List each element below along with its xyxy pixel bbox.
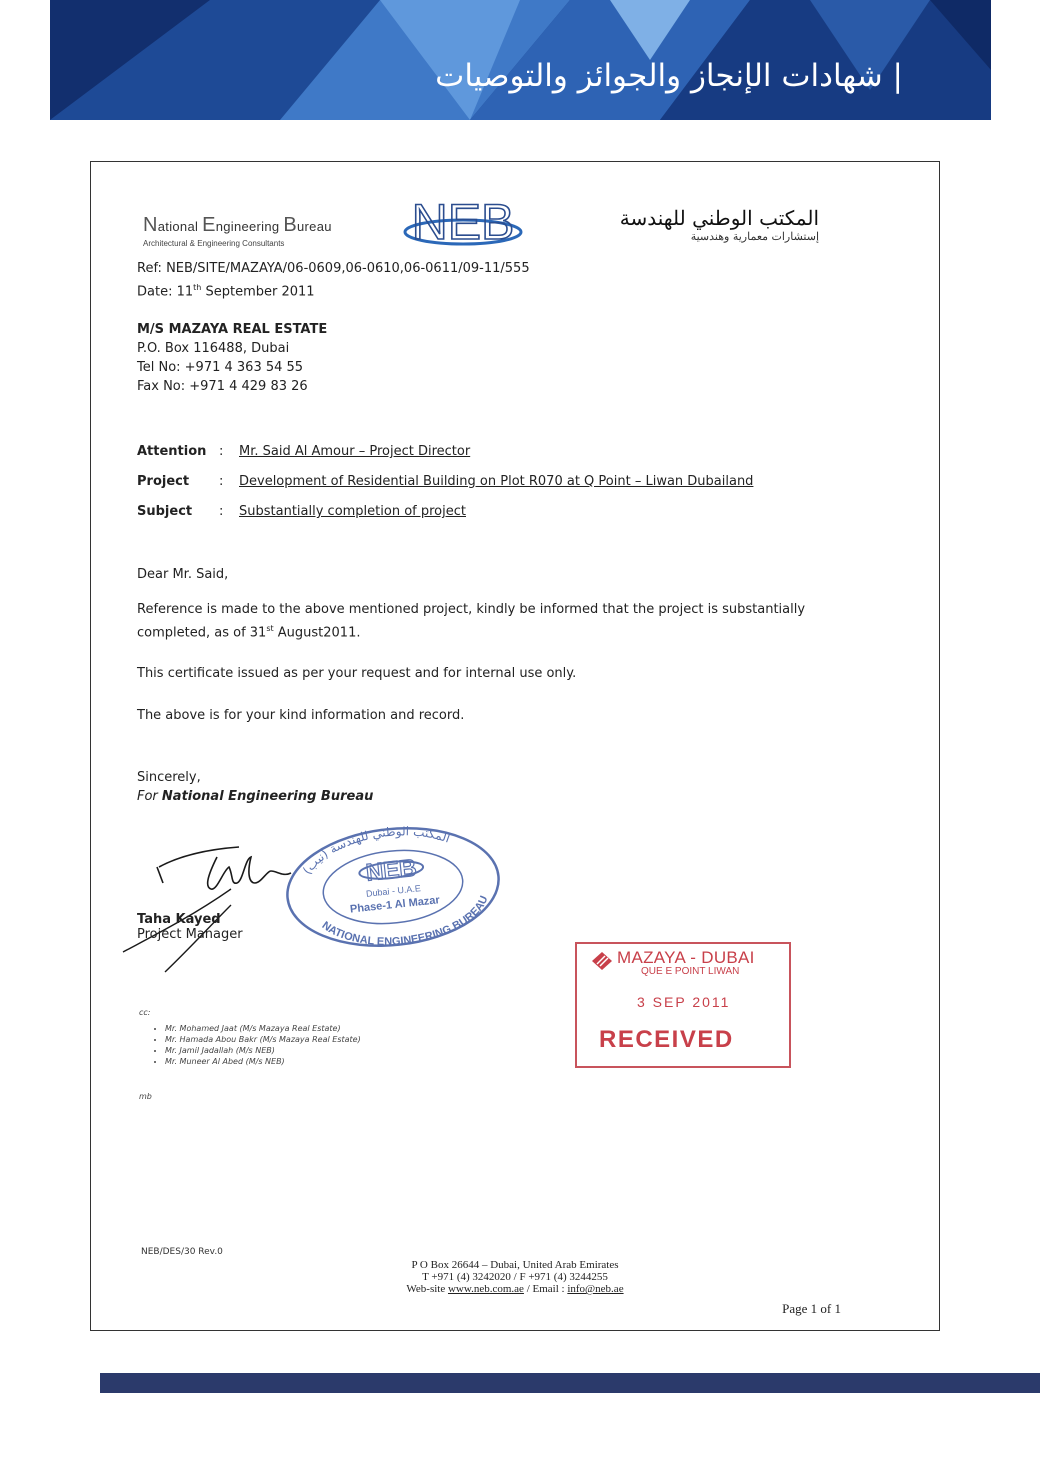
company-subtitle-en: Architectural & Engineering Consultants — [143, 239, 285, 248]
typist-initials: mb — [139, 1092, 152, 1101]
addressee-tel: Tel No: +971 4 363 54 55 — [137, 360, 304, 375]
letterhead-arabic — [620, 206, 819, 243]
website-link[interactable]: www.neb.com.ae — [447, 1283, 524, 1295]
cc-item: • Mr. Jamil Jadallah (M/s NEB) — [165, 1045, 361, 1056]
svg-text:NEB: NEB — [411, 194, 515, 250]
footer-phone: T +971 (4) 3242020 / F +971 (4) 3244255 — [422, 1271, 608, 1283]
stamp-status: RECEIVED — [599, 1026, 734, 1053]
cc-item: • Mr. Hamada Abou Bakr (M/s Mazaya Real Estate) — [165, 1034, 361, 1045]
svg-text:المكتب الوطني للهندسة (نيب): المكتب الوطني للهندسة (نيب) — [299, 824, 452, 878]
footer-address: P O Box 26644 – Dubai, United Arab Emirates — [411, 1259, 619, 1271]
addressee-company: M/S MAZAYA REAL ESTATE — [137, 322, 328, 337]
bottom-bar — [100, 1373, 1040, 1393]
mazaya-logo-icon — [591, 951, 613, 971]
neb-logo — [401, 194, 526, 254]
signatory-title: Project Manager — [137, 927, 243, 942]
stamp-location: QUE E POINT LIWAN — [641, 966, 740, 977]
signatory-name: Taha Kayed — [137, 912, 221, 927]
addressee-po-box: P.O. Box 116488, Dubai — [137, 341, 290, 356]
cc-item: • Mr. Mohamed Jaat (M/s Mazaya Real Estate) — [165, 1023, 361, 1034]
svg-text:Dubai - U.A.E: Dubai - U.A.E — [365, 883, 422, 899]
cc-list — [139, 1008, 361, 1067]
reference-block — [137, 259, 530, 301]
company-name-en: National Engineering Bureau — [143, 214, 332, 236]
company-subtitle-ar: إستشارات معمارية وهندسية — [690, 230, 819, 243]
field-subject: Subject : Substantially completion of project — [137, 504, 466, 519]
field-attention: Attention : Mr. Said Al Amour – Project Director — [137, 444, 471, 459]
field-project: Project : Development of Residential Building on Plot R070 at Q Point – Liwan Dubailand — [137, 474, 754, 489]
cc-label: cc: — [139, 1008, 151, 1017]
addressee-block — [137, 320, 327, 396]
for-company-line: For National Engineering Bureau — [137, 789, 374, 804]
addressee-fax: Fax No: +971 4 429 83 26 — [137, 379, 308, 394]
svg-text:NATIONAL ENGINEERING BUREAU: NATIONAL ENGINEERING BUREAU — [319, 894, 491, 949]
closing: Sincerely, — [137, 770, 201, 785]
letter-footer — [91, 1259, 939, 1295]
stamp-brand: MAZAYA - DUBAI — [617, 948, 755, 967]
header-banner — [50, 0, 991, 120]
signatory-block — [137, 912, 243, 942]
email-link[interactable]: info@neb.ae — [567, 1283, 624, 1295]
signature — [121, 827, 321, 977]
certificate-document — [90, 161, 940, 1331]
letterhead-english — [143, 214, 332, 248]
page-number: Page 1 of 1 — [782, 1301, 841, 1316]
received-stamp — [575, 942, 791, 1068]
salutation: Dear Mr. Said, — [137, 567, 229, 582]
svg-text:Phase-1 Al Mazar: Phase-1 Al Mazar — [349, 894, 441, 916]
letter-date: Date: 11th September 2011 — [137, 283, 315, 300]
form-number: NEB/DES/30 Rev.0 — [141, 1247, 223, 1257]
banner-title: | شهادات الإنجاز والجوائز والتوصيات — [435, 58, 903, 94]
company-name-ar: المكتب الوطني للهندسة — [619, 206, 819, 230]
body-paragraph-3: The above is for your kind information and record. — [137, 708, 465, 723]
stamp-date: 3 SEP 2011 — [637, 994, 731, 1010]
body-paragraph-1: Reference is made to the above mentioned project, kindly be informed that the project is substantially completed, as of 31st August2011. — [137, 602, 806, 641]
footer-contacts: Web-site www.neb.com.ae / Email : info@neb.ae — [406, 1283, 624, 1295]
reference-number: Ref: NEB/SITE/MAZAYA/06-0609,06-0610,06-0611/09-11/555 — [137, 261, 530, 276]
letter-fields — [137, 442, 753, 532]
cc-item: • Mr. Muneer Al Abed (M/s NEB) — [165, 1056, 361, 1067]
svg-text:NEB: NEB — [364, 854, 418, 887]
body-paragraph-2: This certificate issued as per your request and for internal use only. — [137, 666, 577, 681]
